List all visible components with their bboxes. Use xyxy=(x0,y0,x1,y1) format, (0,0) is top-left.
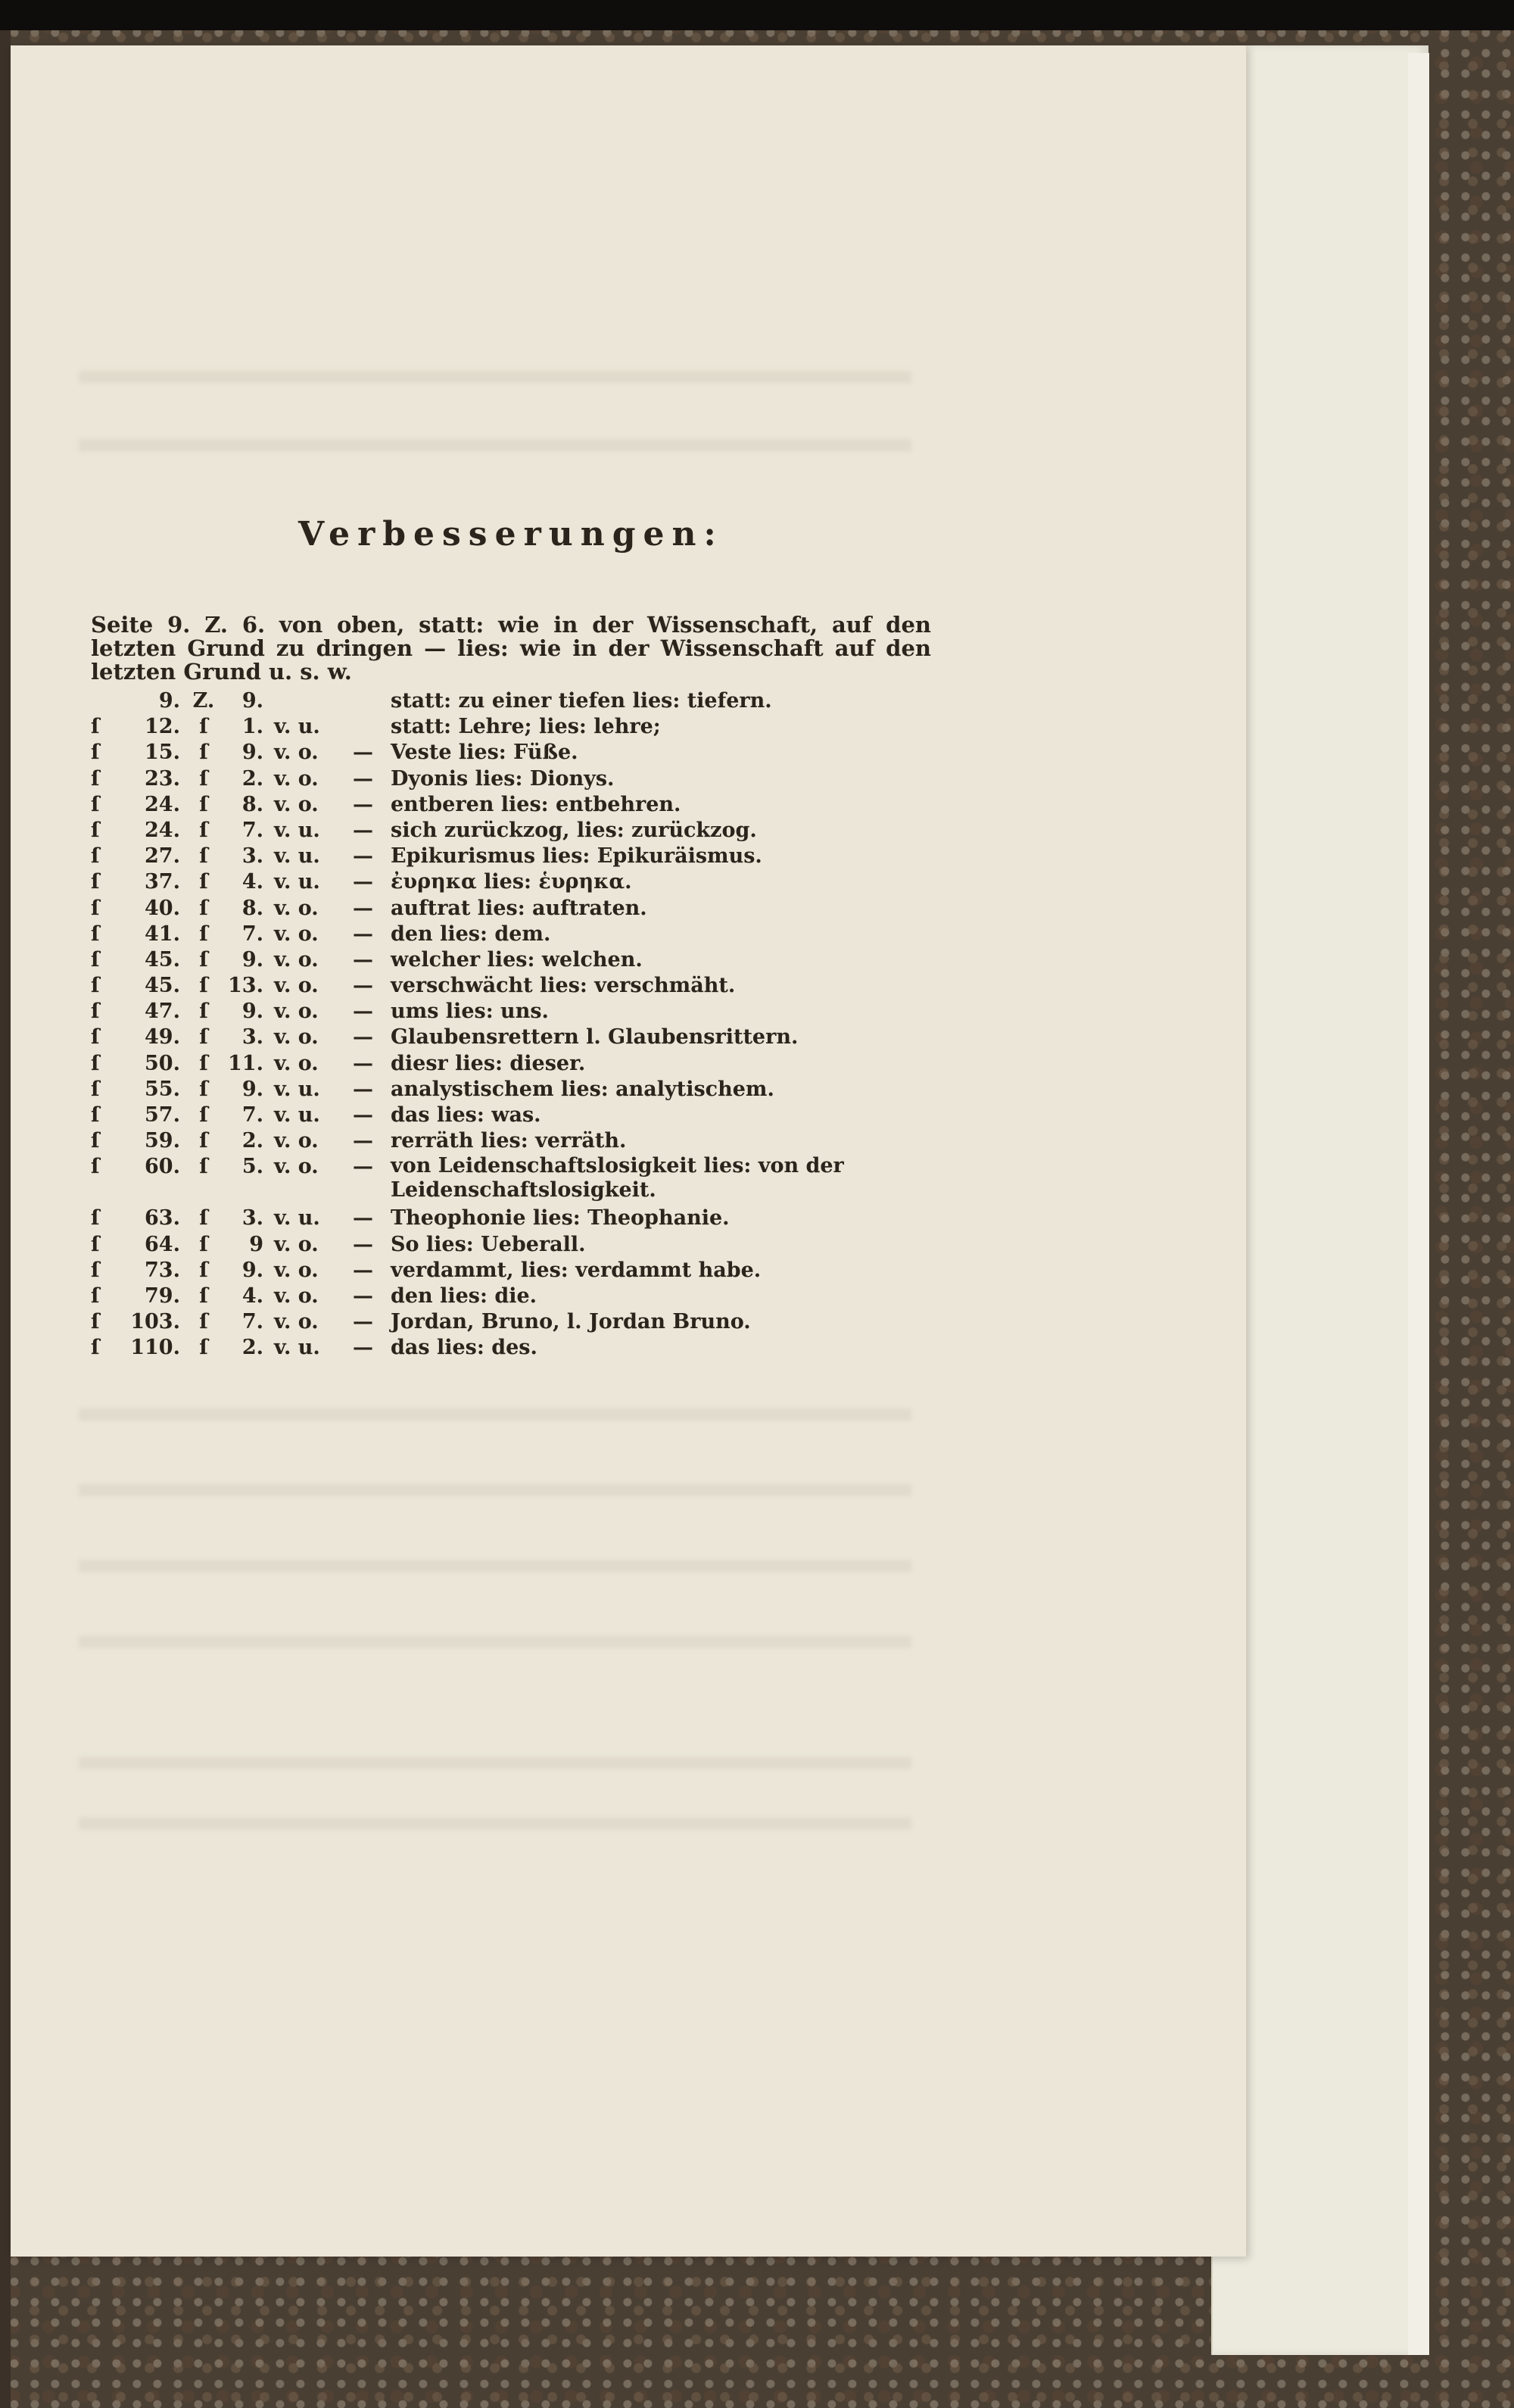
entry-correction: Epikurismus lies: Epikuräismus. xyxy=(391,844,762,869)
entry-ditto: ſ xyxy=(199,1206,208,1231)
entry-position: v. o. xyxy=(274,1310,319,1334)
entry-ditto: ſ xyxy=(199,1051,208,1075)
entry-position: v. u. xyxy=(274,1336,320,1360)
entry-dash: — xyxy=(353,922,373,946)
entry-position: v. o. xyxy=(274,1232,319,1256)
entry-line: 8. xyxy=(241,896,263,920)
entry-page: 23. xyxy=(145,766,180,791)
entry-mark: ſ xyxy=(91,818,100,842)
errata-entry xyxy=(91,1103,961,1128)
entry-page: 47. xyxy=(145,1000,180,1024)
entry-line: 9. xyxy=(241,947,263,972)
entry-page: 59. xyxy=(145,1129,180,1153)
entry-line: 2. xyxy=(241,766,263,791)
entry-correction: welcher lies: welchen. xyxy=(391,947,643,972)
entry-dash: — xyxy=(353,1000,373,1024)
entry-position: v. o. xyxy=(274,1284,319,1308)
errata-entry xyxy=(91,1232,961,1258)
entry-mark: ſ xyxy=(91,922,100,946)
entry-position: v. u. xyxy=(274,1077,320,1101)
errata-entry xyxy=(91,1258,961,1284)
entry-position: v. o. xyxy=(274,922,319,946)
entry-correction: Veste lies: Füße. xyxy=(391,741,578,765)
entry-dash: — xyxy=(353,1310,373,1334)
entry-dash: — xyxy=(353,1258,373,1282)
entry-line: 4. xyxy=(241,1284,263,1308)
show-through xyxy=(79,1408,911,1421)
entry-line: 9. xyxy=(241,741,263,765)
show-through xyxy=(79,371,911,383)
entry-correction: das lies: was. xyxy=(391,1103,541,1127)
errata-entry xyxy=(91,1128,961,1154)
entry-ditto: ſ xyxy=(199,1025,208,1050)
entry-dash: — xyxy=(353,818,373,842)
errata-entry xyxy=(91,1284,961,1309)
entry-mark: ſ xyxy=(91,1258,100,1282)
entry-ditto: ſ xyxy=(199,1103,208,1127)
entry-ditto: ſ xyxy=(199,974,208,998)
show-through xyxy=(79,1484,911,1496)
entry-correction: auftrat lies: auftraten. xyxy=(391,896,647,920)
entry-mark: ſ xyxy=(91,741,100,765)
entry-ditto: ſ xyxy=(199,1155,208,1179)
errata-entry xyxy=(91,947,961,973)
entry-mark: ſ xyxy=(91,1155,100,1179)
entry-ditto: ſ xyxy=(199,741,208,765)
entry-position: v. o. xyxy=(274,766,319,791)
entry-position: v. u. xyxy=(274,844,320,869)
entry-line: 13. xyxy=(228,974,263,998)
entry-page: 55. xyxy=(145,1077,180,1101)
entry-ditto: ſ xyxy=(199,715,208,739)
errata-entry xyxy=(91,869,961,895)
entry-mark: ſ xyxy=(91,715,100,739)
entry-position: v. u. xyxy=(274,715,320,739)
entry-page: 41. xyxy=(145,922,180,946)
show-through xyxy=(79,1817,911,1829)
entry-correction: Theophonie lies: Theophanie. xyxy=(391,1206,730,1231)
entry-page: 57. xyxy=(145,1103,180,1127)
entry-position: v. o. xyxy=(274,1129,319,1153)
entry-position: v. u. xyxy=(274,818,320,842)
entry-page: 27. xyxy=(145,844,180,869)
entry-ditto: ſ xyxy=(199,1310,208,1334)
errata-entry xyxy=(91,1335,961,1361)
entry-dash: — xyxy=(353,1232,373,1256)
entry-line: 8. xyxy=(241,792,263,816)
entry-correction: statt: zu einer tiefen lies: tiefern. xyxy=(391,689,772,713)
entry-position: v. o. xyxy=(274,1051,319,1075)
entry-dash: — xyxy=(353,792,373,816)
scan-top-border xyxy=(0,0,1514,30)
entry-ditto: ſ xyxy=(199,1336,208,1360)
entry-page: 45. xyxy=(145,947,180,972)
errata-entry xyxy=(91,688,961,714)
entry-mark: ſ xyxy=(91,896,100,920)
entry-position: v. o. xyxy=(274,1155,319,1179)
next-page-edge-2 xyxy=(1408,53,1429,2355)
entry-mark: ſ xyxy=(91,1077,100,1101)
entry-mark: ſ xyxy=(91,1284,100,1308)
entry-ditto: ſ xyxy=(199,766,208,791)
entry-mark: ſ xyxy=(91,870,100,894)
errata-entry xyxy=(91,766,961,792)
entry-position: v. o. xyxy=(274,792,319,816)
entry-line: 7. xyxy=(241,1103,263,1127)
entry-page: 79. xyxy=(145,1284,180,1308)
entry-correction: von Leidenschaftslosigkeit lies: von der Leidenschaftslosigkeit. xyxy=(391,1154,844,1202)
entry-ditto: Z. xyxy=(192,689,215,713)
entry-line: 3. xyxy=(241,1025,263,1050)
entry-ditto: ſ xyxy=(199,792,208,816)
entry-correction: sich zurückzog, lies: zurückzog. xyxy=(391,818,757,842)
errata-entry xyxy=(91,792,961,818)
entry-page: 9. xyxy=(158,689,180,713)
entry-correction: diesr lies: dieser. xyxy=(391,1051,586,1075)
show-through xyxy=(79,1757,911,1769)
entry-position: v. u. xyxy=(274,1206,320,1231)
entry-mark: ſ xyxy=(91,1025,100,1050)
entry-correction: analystischem lies: analytischem. xyxy=(391,1077,774,1101)
entry-mark: ſ xyxy=(91,1336,100,1360)
entry-dash: — xyxy=(353,1103,373,1127)
entry-line: 7. xyxy=(241,922,263,946)
entry-ditto: ſ xyxy=(199,844,208,869)
entry-dash: — xyxy=(353,1025,373,1050)
errata-entry xyxy=(91,999,961,1025)
errata-entry xyxy=(91,896,961,922)
entry-position: v. o. xyxy=(274,1258,319,1282)
entry-page: 63. xyxy=(145,1206,180,1231)
show-through xyxy=(79,439,911,451)
entry-page: 49. xyxy=(145,1025,180,1050)
entry-position: v. u. xyxy=(274,1103,320,1127)
entry-correction: das lies: des. xyxy=(391,1336,537,1360)
entry-dash: — xyxy=(353,1206,373,1231)
entry-ditto: ſ xyxy=(199,1129,208,1153)
entry-dash: — xyxy=(353,1129,373,1153)
entry-correction: Jordan, Bruno, l. Jordan Bruno. xyxy=(391,1310,751,1334)
entry-line: 11. xyxy=(228,1051,263,1075)
entry-ditto: ſ xyxy=(199,922,208,946)
errata-entry xyxy=(91,844,961,869)
entry-ditto: ſ xyxy=(199,1284,208,1308)
entry-correction: Glaubensrettern l. Glaubensrittern. xyxy=(391,1025,799,1050)
entry-page: 12. xyxy=(145,715,180,739)
entry-position: v. o. xyxy=(274,896,319,920)
entry-page: 15. xyxy=(145,741,180,765)
entry-correction: rerräth lies: verräth. xyxy=(391,1129,627,1153)
entry-correction: Dyonis lies: Dionys. xyxy=(391,766,615,791)
entry-correction: ums lies: uns. xyxy=(391,1000,549,1024)
entry-mark: ſ xyxy=(91,1232,100,1256)
entry-correction: den lies: dem. xyxy=(391,922,551,946)
errata-entry xyxy=(91,1154,961,1206)
entry-mark: ſ xyxy=(91,1310,100,1334)
entry-ditto: ſ xyxy=(199,870,208,894)
entry-position: v. o. xyxy=(274,974,319,998)
errata-entry xyxy=(91,922,961,947)
entry-dash: — xyxy=(353,974,373,998)
entry-line: 3. xyxy=(241,844,263,869)
entry-correction: verschwächt lies: verschmäht. xyxy=(391,974,736,998)
entry-correction: entberen lies: entbehren. xyxy=(391,792,681,816)
entry-mark: ſ xyxy=(91,1103,100,1127)
entry-page: 103. xyxy=(130,1310,180,1334)
entry-line: 2. xyxy=(241,1336,263,1360)
entry-mark: ſ xyxy=(91,1129,100,1153)
entry-mark: ſ xyxy=(91,766,100,791)
entry-page: 60. xyxy=(145,1155,180,1179)
errata-entry xyxy=(91,1206,961,1231)
entry-ditto: ſ xyxy=(199,947,208,972)
entry-line: 9. xyxy=(241,1000,263,1024)
page-heading: Verbesserungen: xyxy=(298,515,724,554)
entry-dash: — xyxy=(353,766,373,791)
entry-ditto: ſ xyxy=(199,818,208,842)
entry-position: v. o. xyxy=(274,947,319,972)
entry-position: v. u. xyxy=(274,870,320,894)
entry-page: 64. xyxy=(145,1232,180,1256)
entry-page: 50. xyxy=(145,1051,180,1075)
errata-rows xyxy=(91,688,961,1362)
errata-list xyxy=(91,613,961,1362)
entry-correction: ἐυρηκα lies: ἑυρηκα. xyxy=(391,870,632,894)
entry-line: 5. xyxy=(241,1155,263,1179)
entry-line: 7. xyxy=(241,818,263,842)
entry-position: v. o. xyxy=(274,741,319,765)
entry-page: 40. xyxy=(145,896,180,920)
cover-board-edge xyxy=(0,30,11,2408)
entry-dash: — xyxy=(353,1284,373,1308)
errata-entry xyxy=(91,1025,961,1050)
entry-ditto: ſ xyxy=(199,1232,208,1256)
entry-dash: — xyxy=(353,1155,373,1179)
errata-entry xyxy=(91,1077,961,1103)
errata-entry xyxy=(91,714,961,740)
entry-correction: den lies: die. xyxy=(391,1284,537,1308)
entry-ditto: ſ xyxy=(199,1000,208,1024)
entry-line: 4. xyxy=(241,870,263,894)
entry-mark: ſ xyxy=(91,1051,100,1075)
entry-line: 2. xyxy=(241,1129,263,1153)
entry-page: 110. xyxy=(130,1336,180,1360)
entry-dash: — xyxy=(353,844,373,869)
entry-ditto: ſ xyxy=(199,1258,208,1282)
entry-mark: ſ xyxy=(91,844,100,869)
entry-line: 9. xyxy=(241,1258,263,1282)
entry-line: 7. xyxy=(241,1310,263,1334)
entry-mark: ſ xyxy=(91,947,100,972)
entry-ditto: ſ xyxy=(199,896,208,920)
entry-dash: — xyxy=(353,896,373,920)
entry-dash: — xyxy=(353,947,373,972)
entry-dash: — xyxy=(353,1336,373,1360)
show-through xyxy=(79,1560,911,1572)
entry-page: 45. xyxy=(145,974,180,998)
entry-line: 9. xyxy=(241,689,263,713)
entry-line: 3. xyxy=(241,1206,263,1231)
entry-dash: — xyxy=(353,1051,373,1075)
errata-entry xyxy=(91,740,961,766)
entry-line: 9 xyxy=(249,1232,263,1256)
entry-position: v. o. xyxy=(274,1025,319,1050)
entry-mark: ſ xyxy=(91,974,100,998)
errata-entry xyxy=(91,1309,961,1335)
entry-line: 9. xyxy=(241,1077,263,1101)
errata-entry xyxy=(91,973,961,999)
entry-page: 73. xyxy=(145,1258,180,1282)
entry-dash: — xyxy=(353,870,373,894)
errata-first-entry: Seite 9. Z. 6. von oben, statt: wie in der Wissenschaft, auf den letzten Grund zu dringen — lies: wie in der Wissenschaft auf den letzten Grund u. s. w. xyxy=(91,612,931,685)
errata-entry xyxy=(91,818,961,844)
entry-ditto: ſ xyxy=(199,1077,208,1101)
entry-dash: — xyxy=(353,1077,373,1101)
entry-correction: verdammt, lies: verdammt habe. xyxy=(391,1258,762,1282)
entry-line: 1. xyxy=(241,715,263,739)
entry-position: v. o. xyxy=(274,1000,319,1024)
entry-page: 37. xyxy=(145,870,180,894)
entry-correction: statt: Lehre; lies: lehre; xyxy=(391,715,661,739)
entry-page: 24. xyxy=(145,792,180,816)
errata-entry xyxy=(91,1051,961,1077)
entry-mark: ſ xyxy=(91,1206,100,1231)
entry-mark: ſ xyxy=(91,792,100,816)
entry-mark: ſ xyxy=(91,1000,100,1024)
errata-page xyxy=(11,45,1247,2257)
entry-dash: — xyxy=(353,741,373,765)
entry-correction: So lies: Ueberall. xyxy=(391,1232,586,1256)
show-through xyxy=(79,1636,911,1648)
entry-page: 24. xyxy=(145,818,180,842)
